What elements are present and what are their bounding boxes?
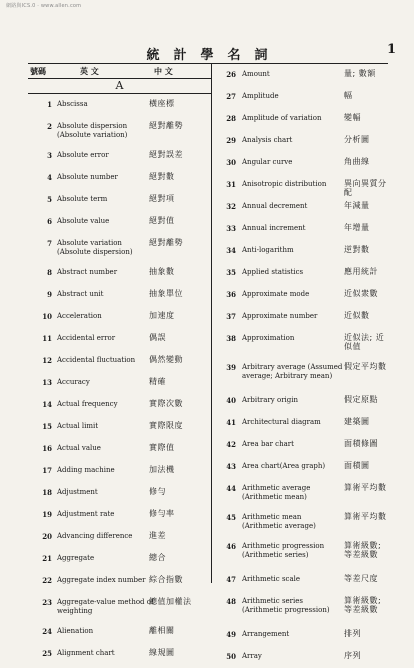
list-item (214, 390, 394, 412)
entry-english-term: Aggregate-value method of weighting (57, 598, 154, 615)
list-item (28, 570, 211, 592)
list-item (214, 306, 394, 328)
entry-chinese-term: 橫座標 (149, 99, 175, 108)
list-item (28, 460, 211, 482)
entry-english-term: Arithmetic mean (Arithmetic average) (242, 513, 316, 530)
entry-number: 44 (226, 484, 236, 493)
entry-chinese-term: 加速度 (149, 311, 175, 320)
entry-number: 27 (226, 92, 236, 101)
entry-chinese-term: 應用統計 (344, 267, 378, 276)
list-item (214, 328, 394, 357)
entry-chinese-term: 算術級數; 等差級數 (344, 541, 382, 559)
list-item (214, 507, 394, 536)
watermark-text: 網路與ICS.0 · www.allen.com (6, 3, 82, 9)
entry-english-term: Accidental fluctuation (57, 356, 136, 364)
entry-number: 36 (226, 290, 236, 299)
entry-chinese-term: 修勻 (149, 487, 166, 496)
entry-number: 18 (42, 488, 52, 497)
list-item (28, 94, 211, 116)
entry-number: 5 (47, 195, 52, 204)
entry-chinese-term: 進差 (149, 531, 166, 540)
entry-chinese-term: 絕對離勢 (149, 121, 183, 130)
entry-english-term: Approximate number (242, 312, 318, 320)
entry-number: 2 (47, 122, 52, 131)
entry-chinese-term: 綜合指數 (149, 575, 183, 584)
entry-number: 1 (47, 100, 52, 109)
entry-chinese-term: 近似衆數 (344, 289, 378, 298)
entry-number: 49 (226, 630, 236, 639)
right-column (214, 64, 394, 668)
entry-number: 32 (226, 202, 236, 211)
entry-english-term: Angular curve (242, 158, 293, 166)
list-item (214, 86, 394, 108)
entry-english-term: Aggregate index number (57, 576, 146, 584)
entry-chinese-term: 偶誤 (149, 333, 166, 342)
entry-chinese-term: 等差尺度 (344, 574, 378, 583)
entry-number: 46 (226, 542, 236, 551)
entry-chinese-term: 年增量 (344, 223, 370, 232)
entry-number: 20 (42, 532, 52, 541)
list-item (28, 167, 211, 189)
list-item (28, 592, 211, 621)
entry-english-term: Approximate mode (242, 290, 310, 298)
entry-english-term: Arrangement (242, 630, 290, 638)
left-column (28, 64, 211, 665)
entry-chinese-term: 修勻率 (149, 509, 175, 518)
list-item (214, 196, 394, 218)
entry-english-term: Alienation (57, 627, 94, 635)
entry-english-term: Arithmetic scale (242, 575, 301, 583)
entry-number: 7 (47, 239, 52, 248)
entry-chinese-term: 算術級數; 等差級數 (344, 596, 382, 614)
entry-number: 25 (42, 649, 52, 658)
entry-chinese-term: 絕對誤差 (149, 150, 183, 159)
entry-english-term: Abscissa (57, 100, 88, 108)
entry-english-term: Adding machine (57, 466, 115, 474)
entry-english-term: Abstract unit (57, 290, 104, 298)
list-item (214, 284, 394, 306)
entry-english-term: Arbitrary average (Assumed average; Arbitrary mean) (242, 363, 343, 380)
entry-number: 15 (42, 422, 52, 431)
entry-number: 21 (42, 554, 52, 563)
entry-english-term: Annual increment (242, 224, 306, 232)
entry-chinese-term: 排列 (344, 629, 361, 638)
table-header (28, 64, 211, 79)
header-number: 號碼 (30, 66, 46, 76)
entry-chinese-term: 假定平均數 (344, 362, 387, 371)
entry-chinese-term: 建築圖 (344, 417, 370, 426)
entry-chinese-term: 近似數 (344, 311, 370, 320)
entry-number: 14 (42, 400, 52, 409)
list-item (214, 536, 394, 569)
entry-number: 24 (42, 627, 52, 636)
entry-number: 40 (226, 396, 236, 405)
entry-number: 11 (42, 334, 52, 343)
entry-english-term: Amplitude of variation (242, 114, 322, 122)
entry-chinese-term: 逆對數 (344, 245, 370, 254)
list-item (214, 456, 394, 478)
entry-english-term: Actual frequency (57, 400, 118, 408)
entry-number: 31 (226, 180, 236, 189)
entry-english-term: Acceleration (57, 312, 102, 320)
header-chinese: 中 文 (154, 66, 173, 76)
entry-english-term: Arithmetic average (Arithmetic mean) (242, 484, 311, 501)
entry-english-term: Arithmetic series (Arithmetic progression) (242, 597, 330, 614)
entry-english-term: Amount (242, 70, 270, 78)
column-divider (211, 63, 212, 583)
entry-chinese-term: 抽象數 (149, 267, 175, 276)
entry-chinese-term: 線規圖 (149, 648, 175, 657)
entry-number: 41 (226, 418, 236, 427)
entry-english-term: Accuracy (57, 378, 90, 386)
entry-number: 30 (226, 158, 236, 167)
list-item (214, 262, 394, 284)
entry-chinese-term: 加法機 (149, 465, 175, 474)
entry-english-term: Area chart(Area graph) (242, 462, 326, 470)
entry-english-term: Absolute error (57, 151, 109, 159)
list-item (214, 152, 394, 174)
entry-number: 39 (226, 363, 236, 372)
entry-number: 12 (42, 356, 52, 365)
entry-number: 29 (226, 136, 236, 145)
list-item (28, 350, 211, 372)
entry-chinese-term: 年減量 (344, 201, 370, 210)
list-item (214, 434, 394, 456)
entry-chinese-term: 總值加權法 (149, 597, 192, 606)
entry-chinese-term: 絕對值 (149, 216, 175, 225)
entry-english-term: Anisotropic distribution (242, 180, 327, 188)
list-item (214, 357, 394, 390)
header-english: 英 文 (80, 66, 99, 76)
list-item (28, 116, 211, 145)
entry-english-term: Arithmetic progression (Arithmetic series) (242, 542, 325, 559)
section-letter: A (28, 79, 211, 94)
list-item (28, 526, 211, 548)
entry-number: 47 (226, 575, 236, 584)
entry-number: 9 (47, 290, 52, 299)
list-item (214, 624, 394, 646)
entry-english-term: Annual decrement (242, 202, 308, 210)
entry-english-term: Accidental error (57, 334, 116, 342)
entry-number: 28 (226, 114, 236, 123)
page-title: 統計學名詞 (146, 48, 282, 63)
entry-number: 23 (42, 598, 52, 607)
entry-english-term: Adjustment rate (57, 510, 115, 518)
entry-chinese-term: 絕對離勢 (149, 238, 183, 247)
right-entry-list (214, 64, 394, 668)
entry-chinese-term: 算術平均數 (344, 483, 387, 492)
list-item (28, 438, 211, 460)
entry-chinese-term: 實際次數 (149, 399, 183, 408)
entry-number: 22 (42, 576, 52, 585)
entry-number: 13 (42, 378, 52, 387)
entry-chinese-term: 變幅 (344, 113, 361, 122)
entry-english-term: Actual value (57, 444, 101, 452)
left-entry-list (28, 94, 211, 665)
entry-number: 33 (226, 224, 236, 233)
entry-chinese-term: 分析圖 (344, 135, 370, 144)
entry-english-term: Architectural diagram (242, 418, 321, 426)
list-item (214, 646, 394, 668)
entry-english-term: Advancing difference (57, 532, 133, 540)
entry-chinese-term: 精確 (149, 377, 166, 386)
list-item (28, 482, 211, 504)
list-item (28, 306, 211, 328)
entry-english-term: Area bar chart (242, 440, 294, 448)
entry-number: 16 (42, 444, 52, 453)
list-item (28, 189, 211, 211)
entry-number: 37 (226, 312, 236, 321)
entry-chinese-term: 假定原點 (344, 395, 378, 404)
list-item (28, 504, 211, 526)
list-item (214, 108, 394, 130)
list-item (28, 145, 211, 167)
entry-english-term: Alignment chart (57, 649, 115, 657)
entry-chinese-term: 量; 數額 (344, 69, 376, 78)
entry-chinese-term: 近似法; 近似值 (344, 333, 385, 351)
entry-english-term: Actual limit (57, 422, 99, 430)
entry-english-term: Array (242, 652, 262, 660)
list-item (28, 262, 211, 284)
entry-number: 34 (226, 246, 236, 255)
list-item (214, 218, 394, 240)
list-item (214, 478, 394, 507)
entry-number: 26 (226, 70, 236, 79)
page-number: 1 (386, 42, 396, 57)
list-item (214, 130, 394, 152)
entry-english-term: Approximation (242, 334, 295, 342)
entry-number: 48 (226, 597, 236, 606)
list-item (28, 394, 211, 416)
entry-number: 35 (226, 268, 236, 277)
list-item (214, 412, 394, 434)
entry-chinese-term: 面積圖 (344, 461, 370, 470)
entry-english-term: Abstract number (57, 268, 118, 276)
entry-chinese-term: 總合 (149, 553, 166, 562)
list-item (214, 240, 394, 262)
list-item (28, 548, 211, 570)
entry-english-term: Aggregate (57, 554, 95, 562)
entry-chinese-term: 絕對項 (149, 194, 175, 203)
entry-chinese-term: 絕對數 (149, 172, 175, 181)
entry-number: 3 (47, 151, 52, 160)
entry-english-term: Absolute variation (Absolute dispersion) (57, 239, 133, 256)
entry-number: 42 (226, 440, 236, 449)
list-item (28, 328, 211, 350)
list-item (214, 569, 394, 591)
entry-number: 45 (226, 513, 236, 522)
entry-english-term: Absolute term (57, 195, 108, 203)
entry-english-term: Adjustment (57, 488, 98, 496)
entry-chinese-term: 離相關 (149, 626, 175, 635)
list-item (214, 591, 394, 624)
entry-chinese-term: 角曲線 (344, 157, 370, 166)
entry-number: 43 (226, 462, 236, 471)
entry-number: 4 (47, 173, 52, 182)
list-item (214, 64, 394, 86)
list-item (214, 174, 394, 196)
entry-english-term: Analysis chart (242, 136, 293, 144)
list-item (28, 211, 211, 233)
entry-chinese-term: 異向異質分配 (344, 179, 387, 197)
list-item (28, 416, 211, 438)
entry-chinese-term: 序列 (344, 651, 361, 660)
entry-chinese-term: 實際值 (149, 443, 175, 452)
entry-chinese-term: 抽象單位 (149, 289, 183, 298)
entry-number: 19 (42, 510, 52, 519)
entry-english-term: Arbitrary origin (242, 396, 299, 404)
entry-english-term: Applied statistics (242, 268, 304, 276)
entry-english-term: Absolute number (57, 173, 118, 181)
list-item (28, 233, 211, 262)
list-item (28, 284, 211, 306)
list-item (28, 372, 211, 394)
entry-number: 8 (47, 268, 52, 277)
entry-english-term: Anti-logarithm (242, 246, 294, 254)
entry-chinese-term: 實際限度 (149, 421, 183, 430)
entry-english-term: Absolute value (57, 217, 110, 225)
list-item (28, 643, 211, 665)
entry-number: 17 (42, 466, 52, 475)
entry-chinese-term: 幅 (344, 91, 353, 100)
entry-english-term: Absolute dispersion (Absolute variation) (57, 122, 128, 139)
list-item (28, 621, 211, 643)
entry-chinese-term: 面積條圖 (344, 439, 378, 448)
entry-number: 50 (226, 652, 236, 661)
entry-number: 38 (226, 334, 236, 343)
entry-number: 6 (47, 217, 52, 226)
entry-chinese-term: 算術平均數 (344, 512, 387, 521)
entry-english-term: Amplitude (242, 92, 279, 100)
entry-chinese-term: 偶然變動 (149, 355, 183, 364)
entry-number: 10 (42, 312, 52, 321)
